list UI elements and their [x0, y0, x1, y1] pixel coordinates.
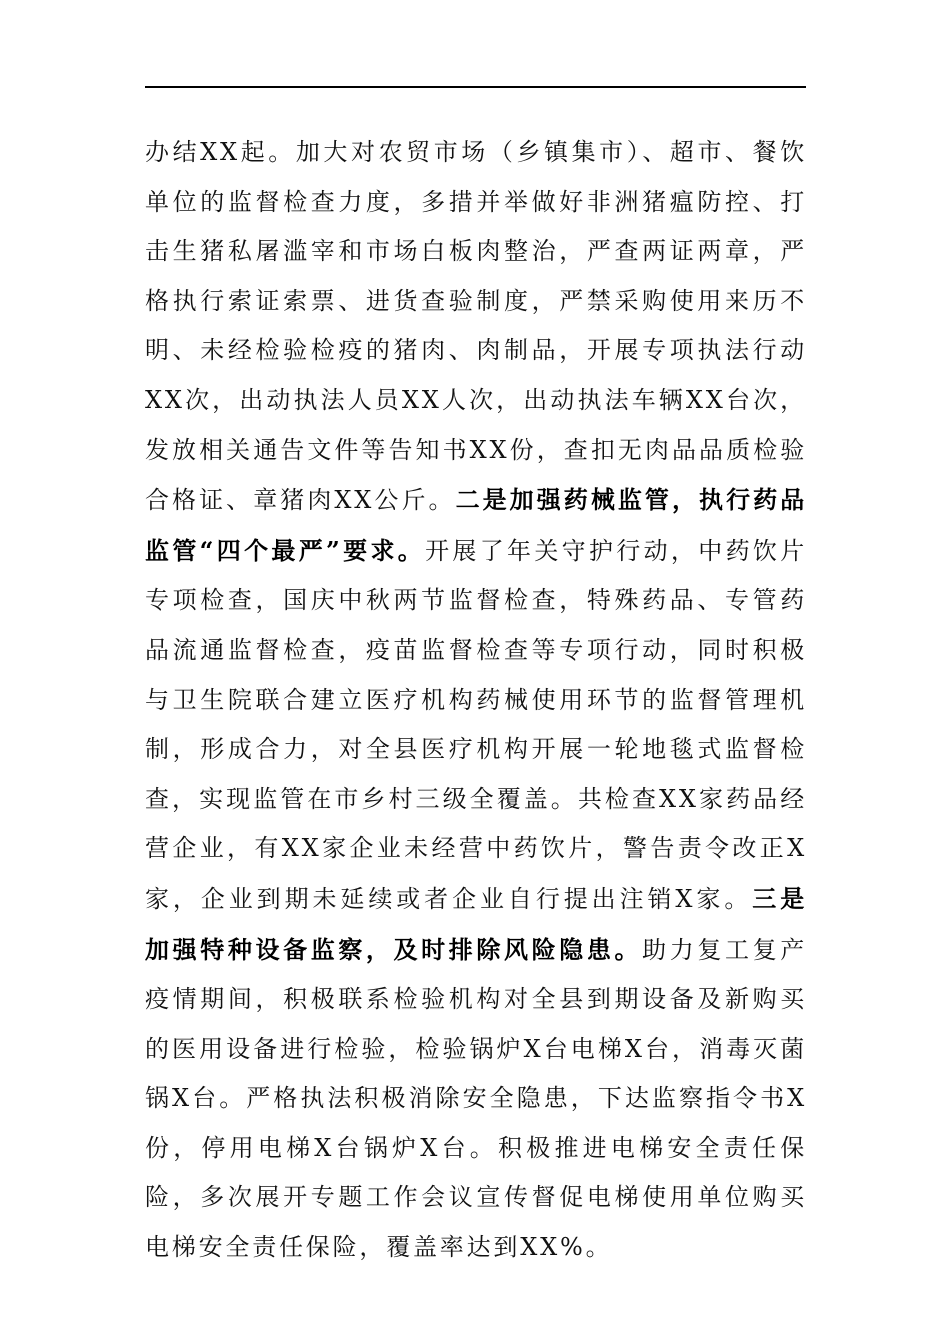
- paragraph-text-3: 助力复工复产疫情期间，积极联系检验机构对全县到期设备及新购买的医用设备进行检验，检验锅炉X台电梯X台，消毒灭菌锅X台。严格执法积极消除安全隐患，下达监察指令书X份，停用电梯X台锅炉X台。积极推进电梯安全责任保险，多次展开专题工作会议宣传督促电梯使用单位购买电梯安全责任保险，覆盖率达到XX%。: [145, 935, 807, 1262]
- bold-heading-2: 二是加强药械监管，执行药品监管“四个最严”要求。: [145, 485, 807, 565]
- paragraph-text-2: 开展了年关守护行动，中药饮片专项检查，国庆中秋两节监督检查，特殊药品、专管药品流通监督检查，疫苗监督检查等专项行动，同时积极与卫生院联合建立医疗机构药械使用环节的监督管理机制，形成合力，对全县医疗机构开展一轮地毯式监督检查，实现监管在市乡村三级全覆盖。共检查XX家药品经营企业，有XX家企业未经营中药饮片，警告责令改正X家，企业到期未延续或者企业自行提出注销X家。: [145, 536, 807, 913]
- paragraph-text-1: 办结XX起。加大对农贸市场（乡镇集市）、超市、餐饮单位的监督检查力度，多措并举做好非洲猪瘟防控、打击生猪私屠滥宰和市场白板肉整治，严查两证两章，严格执行索证索票、进货查验制度，严禁采购使用来历不明、未经检验检疫的猪肉、肉制品，开展专项执法行动XX次，出动执法人员XX人次，出动执法车辆XX台次，发放相关通告文件等告知书XX份，查扣无肉品品质检验合格证、章猪肉XX公斤。: [145, 138, 807, 515]
- header-rule: [145, 86, 806, 88]
- body-paragraph: [145, 128, 807, 1273]
- bold-heading-3: 三是加强特种设备监察，及时排除风险隐患。: [145, 883, 807, 964]
